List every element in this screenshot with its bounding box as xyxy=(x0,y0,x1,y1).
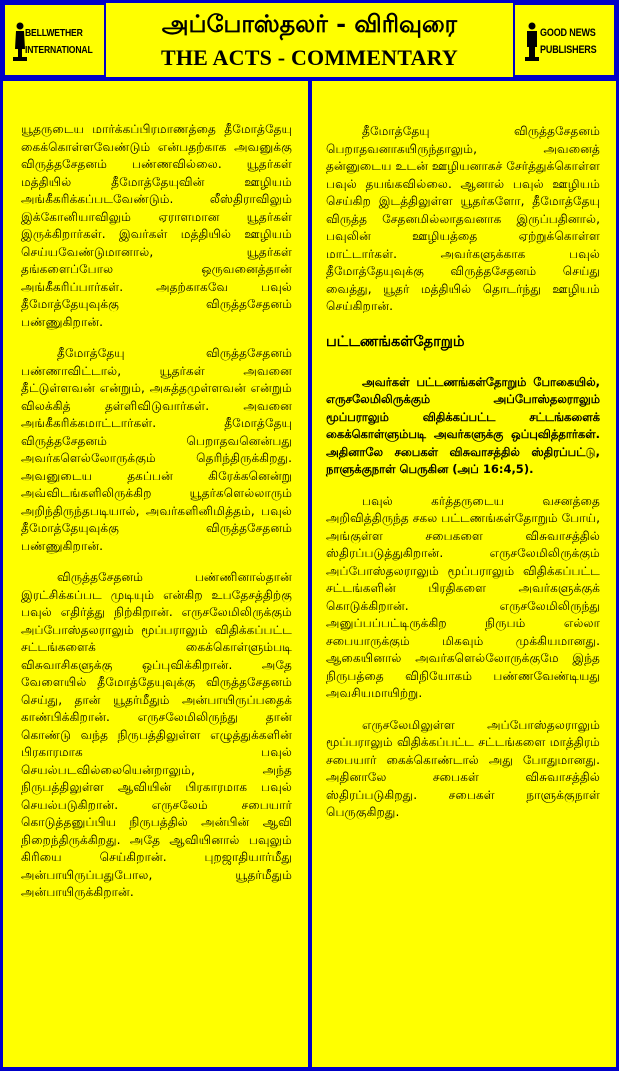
title-box xyxy=(106,3,513,77)
page-title-tamil: அப்போஸ்தலர் - விரிவுரை xyxy=(161,9,458,38)
paragraph: தீமோத்தேயு விருத்தசேதனம் பண்ணாவிட்டால், யூதர்கள் அவனை தீட்டுள்ளவன் என்றும், அசுத்தமுள்ளவன் என்றும் விலக்கித் தள்ளிவிடுவார்கள். அவனை அங்கீகரிக்கமாட்டார்கள். தீமோத்தேயு விருத்தசேதனம் பெறாதவனென்பது அவர்களெல்லோருக்கும் தெரிந்திருக்கிறது. அவனுடைய தகப்பன் கிரேக்கனென்று அவ்விடங்களிலிருக்கிற யூதர்களெல்லாரும் அறிந்திருந்தபடியால், அவர்களினிமித்தம், பவுல் தீமோத்தேயுவுக்கு விருத்தசேதனம் பண்ணுகிறான். xyxy=(21,346,292,553)
paragraph: யூதருடைய மார்க்கப்பிரமாணத்தை தீமோத்தேயு கைக்கொள்ளவேண்டும் என்பதற்காக அவனுக்கு விருத்தசேதனம் பண்ணவில்லை. யூதர்கள் மத்தியில் தீமோத்தேயுவின் ஊழியம் அங்கீகரிக்கப்படவேண்டும். லீஸ்திராவிலும் இக்கோனியாவிலும் ஏராளமான யூதர்கள் இருக்கிறார்கள். இவர்கள் மத்தியில் ஊழியம் செய்யவேண்டுமானால், யூதர்கள் தங்களைப்போல ஒருவனைத்தான் அங்கீகரிப்பார்கள். அதற்காகவே பவுல் தீமோத்தேயுவுக்கு விருத்தசேதனம் பண்ணுகிறான். xyxy=(21,122,292,329)
scripture-quote: அவர்கள் பட்டணங்கள்தோறும் போகையில், எருசலேமிலிருக்கும் அப்போஸ்தலராலும் மூப்பராலும் விதிக்கப்பட்ட சட்டங்களைக் கைக்கொள்ளும்படி அவர்களுக்கு ஒப்புவித்தார்கள். அதினாலே சபைகள் விசுவாசத்தில் ஸ்திரப்பட்டு, நாளுக்குநாள் பெருகின (அப் 16:4,5). xyxy=(326,374,600,476)
page-title-english: THE ACTS - COMMENTARY xyxy=(161,45,458,70)
bellwether-logo xyxy=(3,3,106,77)
logo-line-1: GOOD NEWS xyxy=(540,27,596,39)
logo-line-2: PUBLISHERS xyxy=(540,44,597,56)
bellwether-logo-text xyxy=(25,25,93,59)
header xyxy=(3,3,616,77)
paragraph: பவுல் கர்த்தருடைய வசனத்தை அறிவித்திருந்த சகல பட்டணங்கள்தோறும் போய், அங்குள்ள சபைகளை விசுவாசத்தில் ஸ்திரப்படுத்துகிறான். எருசலேமிலிருக்கும் அப்போஸ்தலராலும் மூப்பராலும் விதிக்கப்பட்ட சட்டங்களின் பிரதிகளை அவர்களுக்குக் கொடுக்கிறான். எருசலேமிலிருந்து அனுப்பப்பட்டிருக்கிற நிருபம் எல்லா சபையாருக்கும் மிகவும் முக்கியமானது. ஆகையினால் அவர்களெல்லோருக்குமே இந்த நிருபத்தை விநியோகம் பண்ணவேண்டியது அவசியமாயிற்று. xyxy=(326,493,600,700)
paragraph: விருத்தசேதனம் பண்ணினால்தான் இரட்சிக்கப்பட முடியும் என்கிற உபதேசத்திற்கு பவுல் எதிர்த்து நிற்கிறான். எருசலேமிலிருக்கும் அப்போஸ்தலராலும் மூப்பராலும் விதிக்கப்பட்ட சட்டங்களைக் கைக்கொள்ளும்படி விசுவாசிகளுக்கு ஒப்புவிக்கிறான். அதே வேளையில் தீமோத்தேயுவுக்கு விருத்தசேதனம் செய்து, தான் யூதர்மீதும் அன்பாயிருப்பதைக் காண்பிக்கிறான். எருசலேமிலிருந்து தான் கொண்டு வந்த நிருபத்திலுள்ள எழுத்துக்களின் பிரகாரமாக பவுல் செயல்படவில்லையென்றாலும், அந்த நிருபத்திலுள்ள ஆவியின் பிரகாரமாக பவுல் செயல்படுகிறான். எருசலேம் சபையார் கொடுத்தனுப்பிய நிருபத்தில் அன்பின் ஆவி நிறைந்திருக்கிறது. அதே ஆவியினால் பவுலும் கிரியை செய்கிறான். புறஜாதியார்மீது அன்பாயிருப்பதுபோல, யூதர்மீதும் அன்பாயிருக்கிறான். xyxy=(21,570,292,899)
paragraph: தீமோத்தேயு விருத்தசேதனம் பெறாதவனாகயிருந்தாலும், அவனைத் தன்னுடைய உடன் ஊழியனாகச் சேர்த்துக்கொள்ள பவுல் தயங்கவில்லை. ஆனால் பவுல் ஊழியம் செய்கிற இடத்திலுள்ள யூதர்களோ, தீமோத்தேயு விருத்த சேதனமில்லாதவனாக இருப்பதினால், பவுலின் ஊழியத்தை ஏற்றுக்கொள்ள மாட்டார்கள். அவர்களுக்காக பவுல் தீமோத்தேயுவுக்கு விருத்தசேதனம் செய்து வைத்து, யூதர் மத்தியில் தொடர்ந்து ஊழியம் செய்கிறான். xyxy=(326,124,601,313)
good-news-logo xyxy=(513,3,616,77)
right-column xyxy=(312,81,616,1067)
logo-line-1: BELLWETHER xyxy=(25,27,83,39)
preacher-figure-icon xyxy=(525,21,539,63)
section-heading: பட்டணங்கள்தோறும் xyxy=(326,333,465,350)
logo-line-2: INTERNATIONAL xyxy=(25,44,93,56)
paragraph: எருசலேமிலுள்ள அப்போஸ்தலராலும் மூப்பராலும் விதிக்கப்பட்ட சட்டங்களை மாத்திரம் சபையார் கைக்கொண்டால் அது போதுமானது. அதினாலே சபைகள் விசுவாசத்தில் ஸ்திரப்படுகிறது. சபைகள் நாளுக்குநாள் பெருகுகிறது. xyxy=(326,717,600,819)
good-news-logo-text xyxy=(540,25,597,59)
left-column xyxy=(3,81,308,1067)
